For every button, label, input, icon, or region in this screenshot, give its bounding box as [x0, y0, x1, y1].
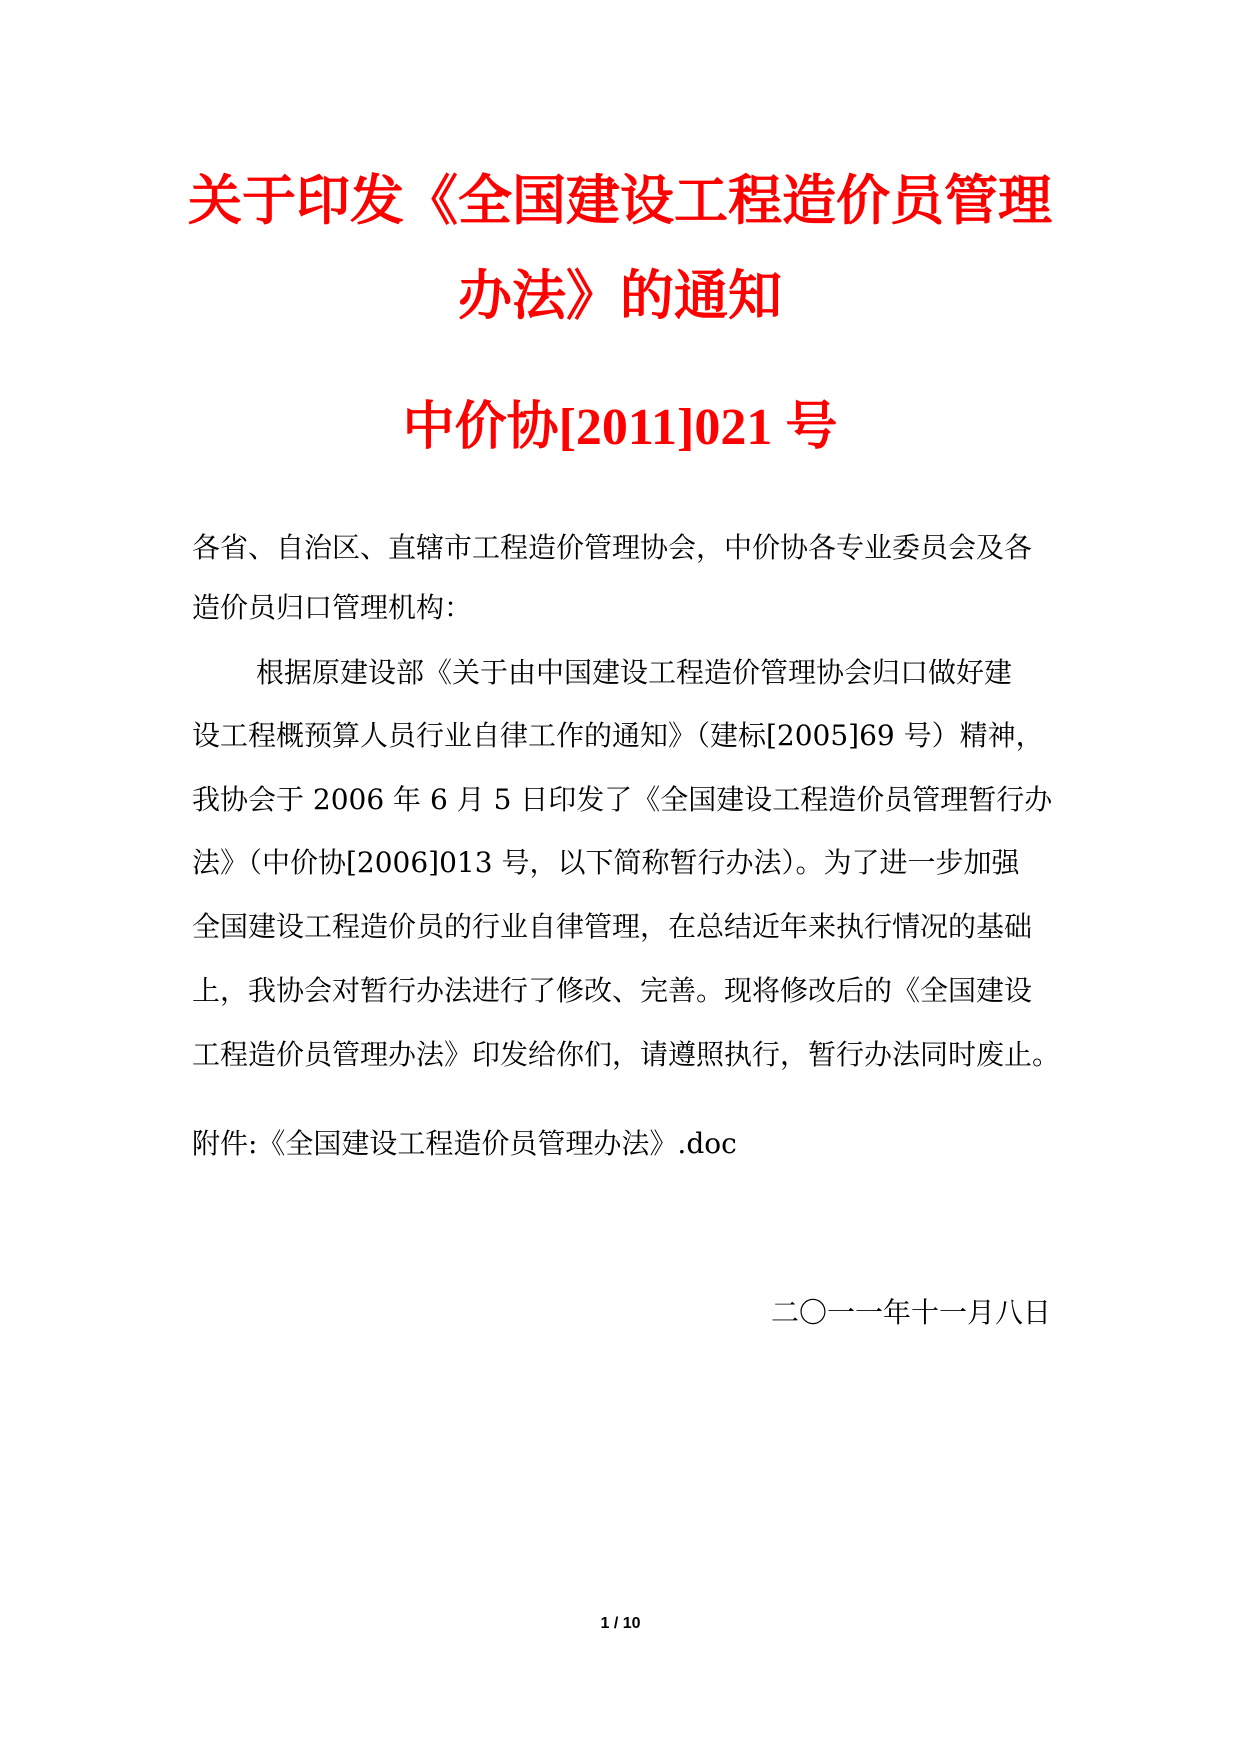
body-line-3: 我协会于 2006 年 6 月 5 日印发了《全国建设工程造价员管理暂行办: [192, 783, 1053, 816]
attachment-link[interactable]: 附件:《全国建设工程造价员管理办法》.doc: [192, 1127, 737, 1160]
body-line-5: 全国建设工程造价员的行业自律管理，在总结近年来执行情况的基础: [192, 910, 1033, 943]
recipients-line-1: 各省、自治区、直辖市工程造价管理协会，中价协各专业委员会及各: [192, 531, 1033, 564]
body-line-4: 法》（中价协[2006]013 号，以下简称暂行办法）。为了进一步加强: [192, 846, 1020, 879]
body-line-2: 设工程概预算人员行业自律工作的通知》（建标[2005]69 号）精神，: [192, 719, 1044, 752]
body-line-1: 根据原建设部《关于由中国建设工程造价管理协会归口做好建: [256, 656, 1013, 689]
body-line-6: 上，我协会对暂行办法进行了修改、完善。现将修改后的《全国建设: [192, 974, 1033, 1007]
document-number: 中价协[2011]021 号: [402, 399, 838, 456]
body-line-7: 工程造价员管理办法》印发给你们，请遵照执行，暂行办法同时废止。: [192, 1038, 1061, 1071]
document-title-line-2: 办法》的通知: [458, 263, 782, 327]
document-date: 二〇一一年十一月八日: [770, 1296, 1051, 1329]
page-number: 1 / 10: [600, 1615, 641, 1632]
recipients-line-2: 造价员归口管理机构：: [192, 591, 473, 624]
document-title-line-1: 关于印发《全国建设工程造价员管理: [188, 168, 1052, 232]
